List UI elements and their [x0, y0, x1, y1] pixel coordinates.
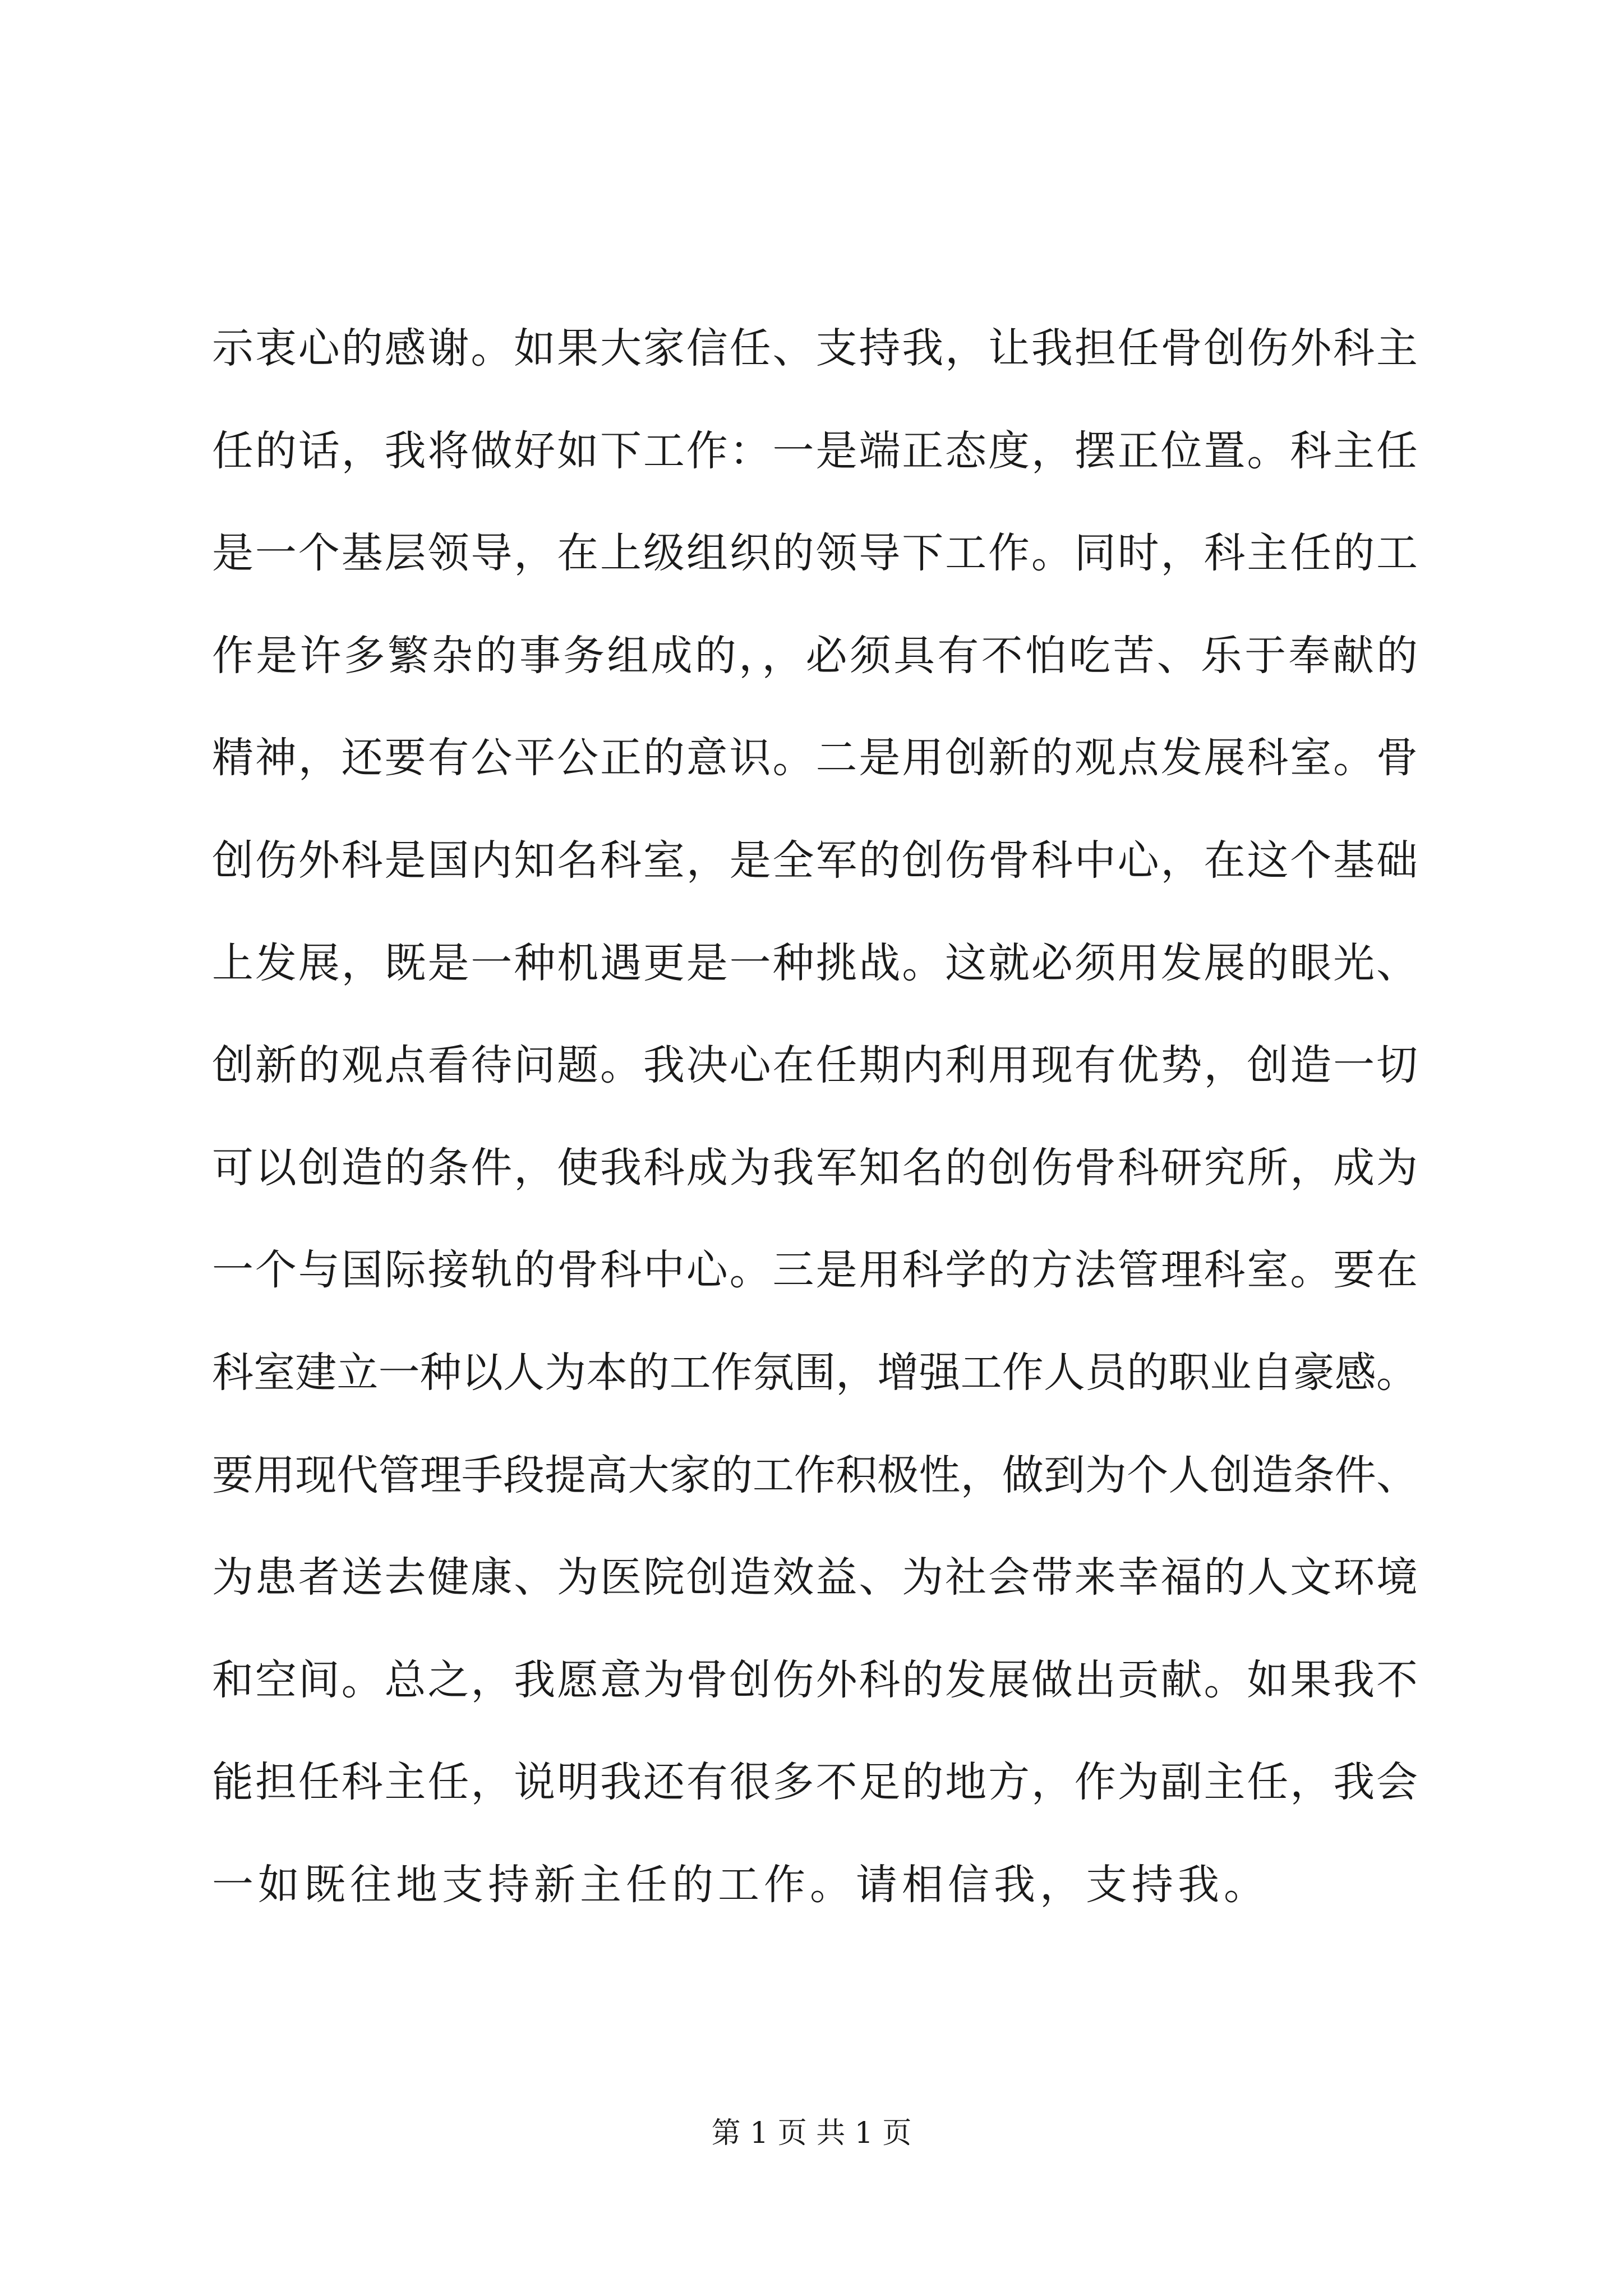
text-line: 一个与国际接轨的骨科中心。三是用科学的方法管理科室。要在: [212, 1246, 1418, 1295]
text-line: 上发展，既是一种机遇更是一种挑战。这就必须用发展的眼光、: [212, 938, 1418, 987]
text-line: 要用现代管理手段提高大家的工作积极性，做到为个人创造条件、: [212, 1451, 1418, 1499]
text-line: 为患者送去健康、为医院创造效益、为社会带来幸福的人文环境: [212, 1553, 1418, 1602]
text-line: 是一个基层领导，在上级组织的领导下工作。同时，科主任的工: [212, 529, 1418, 578]
text-line: 可以创造的条件，使我科成为我军知名的创伤骨科研究所，成为: [212, 1143, 1418, 1192]
text-line: 能担任科主任，说明我还有很多不足的地方，作为副主任，我会: [212, 1758, 1418, 1807]
text-line: 示衷心的感谢。如果大家信任、支持我，让我担任骨创伤外科主: [212, 324, 1418, 372]
text-line: 科室建立一种以人为本的工作氛围，增强工作人员的职业自豪感。: [212, 1348, 1418, 1397]
text-line-last: 一如既往地支持新主任的工作。请相信我，支持我。: [212, 1860, 1270, 1909]
text-line: 作是许多繁杂的事务组成的，，必须具有不怕吃苦、乐于奉献的: [212, 631, 1418, 680]
page-number-footer: 第 1 页 共 1 页: [711, 2116, 912, 2150]
text-line: 和空间。总之，我愿意为骨创伤外科的发展做出贡献。如果我不: [212, 1655, 1418, 1704]
text-line: 创新的观点看待问题。我决心在任期内利用现有优势，创造一切: [212, 1041, 1418, 1090]
text-line: 创伤外科是国内知名科室，是全军的创伤骨科中心，在这个基础: [212, 836, 1418, 885]
body-text: [212, 297, 1418, 1936]
text-line: 精神，还要有公平公正的意识。二是用创新的观点发展科室。骨: [212, 734, 1418, 783]
text-line: 任的话，我将做好如下工作：一是端正态度，摆正位置。科主任: [212, 426, 1418, 475]
